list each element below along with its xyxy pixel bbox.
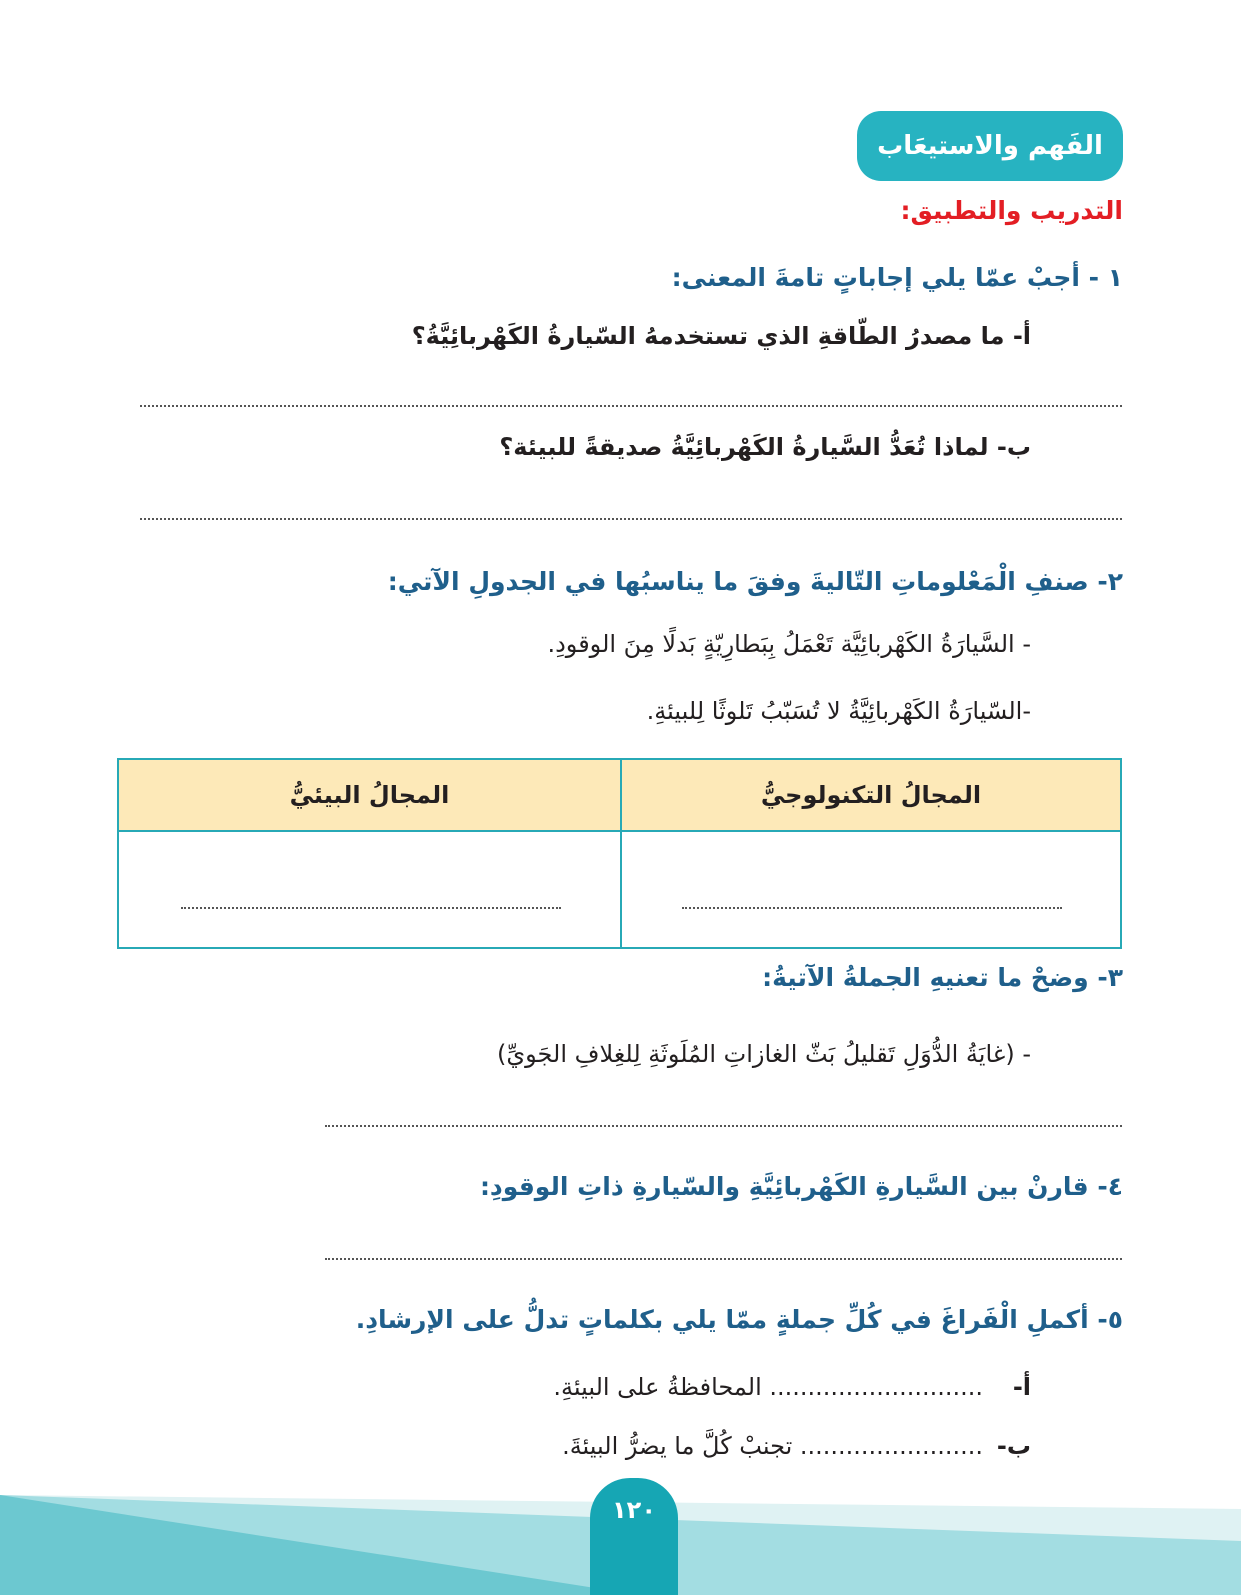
section-badge (857, 111, 1123, 181)
table-header-environmental (119, 760, 620, 832)
table-header-technological-label: المجالُ التكنولوجيُّ (760, 781, 982, 809)
page-number: ١٢٠ (612, 1496, 656, 1524)
question-4-title: ٤- قارنْ بين السَّيارةِ الكَهْربائِيَّةِ والسّيارةِ ذاتِ الوقودِ: (479, 1172, 1123, 1201)
section-badge-label: الفَهم والاستيعَاب (877, 131, 1103, 161)
table-header-environmental-label: المجالُ البيئيُّ (289, 781, 450, 809)
question-1-title: ١ - أجبْ عمّا يلي إجاباتٍ تامةَ المعنى: (671, 263, 1123, 292)
question-5b-text: ........................ تجنبْ كُلَّ ما يضرُّ البيئةَ. (562, 1432, 983, 1460)
answer-line-4[interactable] (325, 1258, 1122, 1260)
question-5b-prefix: ب- (996, 1432, 1031, 1460)
question-2-item-2: -السّيارَةُ الكَهْربائِيَّةُ لا تُسَبّبُ تَلوثًا لِلبيئةِ. (646, 697, 1031, 725)
answer-line-1a[interactable] (140, 405, 1122, 407)
answer-line-3[interactable] (325, 1125, 1122, 1127)
question-2-title: ٢- صنفِ الْمَعْلوماتِ التّاليةَ وفقَ ما يناسبُها في الجدولِ الآتي: (387, 567, 1123, 596)
question-3-title: ٣- وضحْ ما تعنيهِ الجملةُ الآتيةُ: (762, 963, 1123, 992)
subtitle: التدريب والتطبيق: (900, 196, 1123, 225)
answer-line-environmental[interactable] (181, 907, 561, 909)
answer-line-1b[interactable] (140, 518, 1122, 520)
question-5a-text: ............................ المحافظةُ على البيئةِ. (553, 1373, 983, 1401)
question-5-title: ٥- أكملِ الْفَراغَ في كُلِّ جملةٍ ممّا يلي بكلماتٍ تدلُّ على الإرشادِ. (355, 1305, 1123, 1334)
page-number-tab (590, 1478, 678, 1595)
question-1a: أ- ما مصدرُ الطّاقةِ الذي تستخدمهُ السّيارةُ الكَهْربائِيَّةُ؟ (411, 322, 1031, 350)
question-2-item-1: - السَّيارَةُ الكَهْربائِيَّة تَعْمَلُ بِبَطارِيّةٍ بَدلًا مِنَ الوقودِ. (547, 630, 1031, 658)
question-1b: ب- لماذا تُعَدُّ السَّيارةُ الكَهْربائِيَّةُ صديقةً للبيئة؟ (499, 433, 1031, 461)
table-divider (620, 760, 622, 947)
question-5a-prefix: أ- (1012, 1373, 1031, 1401)
question-3-sentence: - (غايَةُ الدُّوَلِ تَقليلُ بَثّ الغازاتِ المُلَوثَةِ لِلغِلافِ الجَويِّ) (496, 1040, 1031, 1068)
table-header-technological (622, 760, 1120, 832)
answer-line-technological[interactable] (682, 907, 1062, 909)
classification-table (117, 758, 1122, 949)
